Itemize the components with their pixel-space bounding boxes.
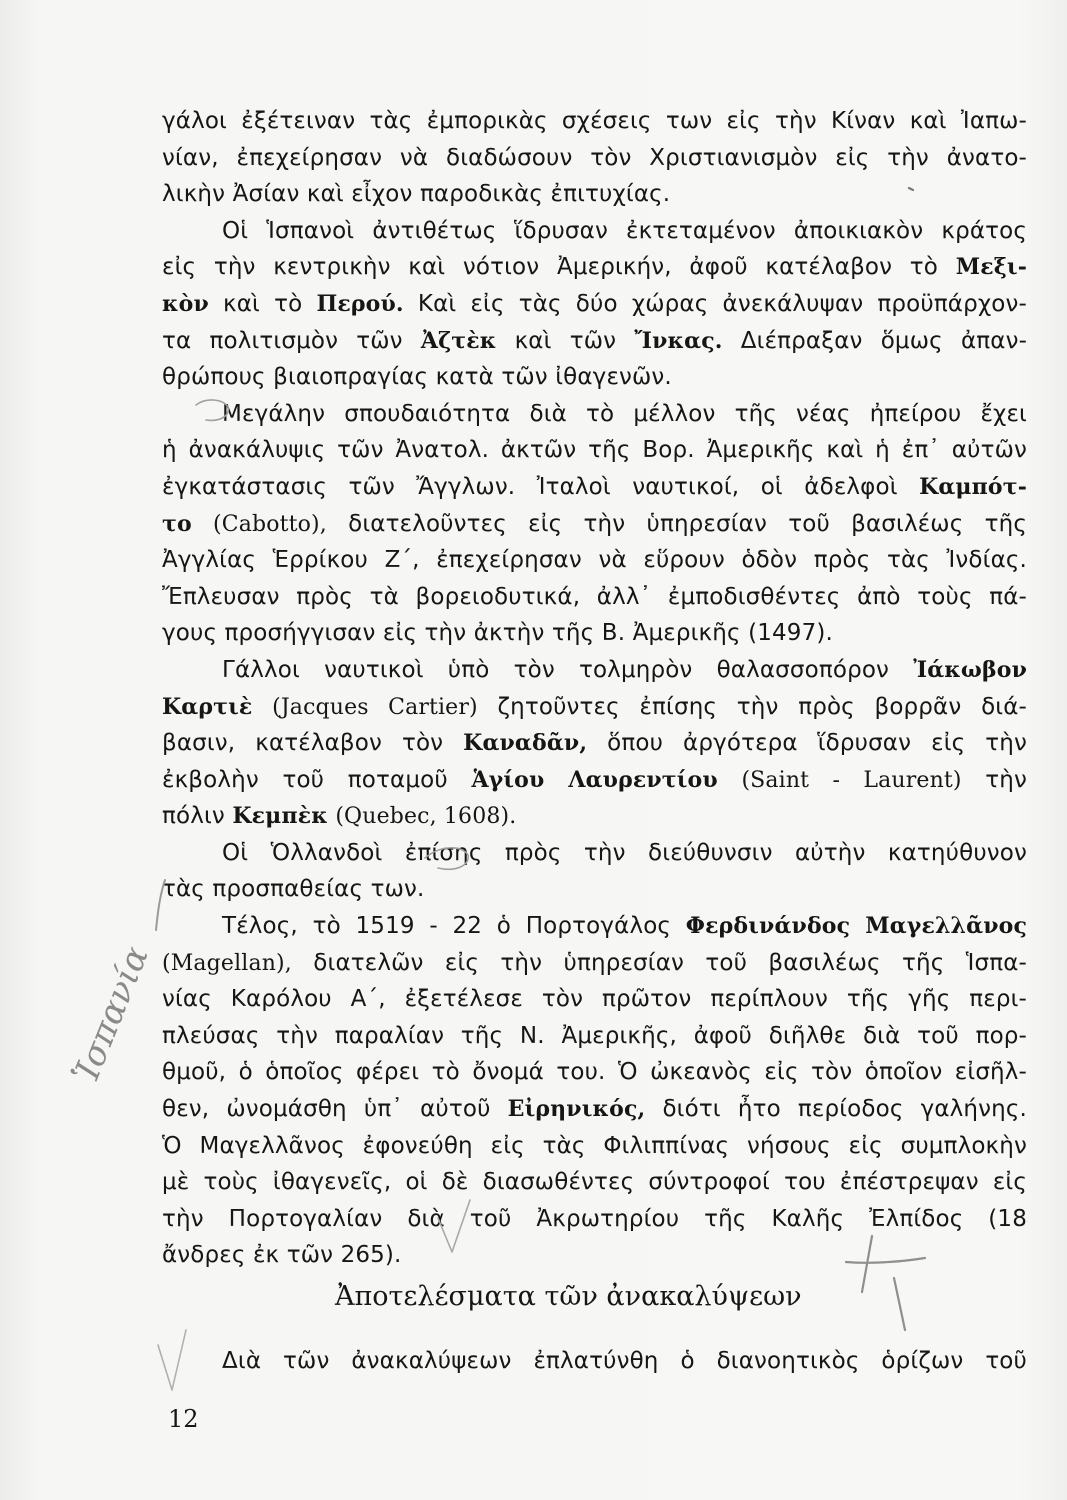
text-line: Ὁ Μαγελλᾶνος ἐφονεύθη εἰς τὰς Φιλιππίνας νήσους εἰς συμπλοκὴν [162,1132,1027,1159]
bold-term: το [162,510,192,537]
text-line: τα πολιτισμὸν τῶν Ἀζτὲκ καὶ τῶν Ἴνκας. Διέπραξαν ὅμως ἀπαν- [162,327,1028,354]
text-line: νίαν, ἐπεχείρησαν νὰ διαδώσουν τὸν Χριστιανισμὸν εἰς τὴν ἀνατο- [162,144,1027,171]
text-line: εἰς τὴν κεντρικὴν καὶ νότιον Ἀμερικήν, ἀφοῦ κατέλαβον τὸ Μεξι- [162,254,1027,281]
bold-term: Ἰάκωβον [913,656,1028,683]
body-text [162,103,1027,1274]
text-line: θεν, ὠνομάσθη ὑπ᾿ αὐτοῦ Εἰρηνικός, διότι ἦτο περίοδος γαλήνης. [162,1096,1027,1123]
bold-term: κὸν [162,290,209,317]
text-line: πλεύσας τὴν παραλίαν τῆς Ν. Ἀμερικῆς, ἀφοῦ διῆλθε διὰ τοῦ πορ- [162,1022,1027,1049]
text-line: ἄνδρες ἐκ τῶν 265). [162,1242,402,1269]
page-number: 12 [168,1405,199,1433]
text-line: Γάλλοι ναυτικοὶ ὑπὸ τὸν τολμηρὸν θαλασσοπόρον Ἰάκωβον [222,656,1028,683]
text-line: τὰς προσπαθείας των. [162,876,425,903]
text-line: ἡ ἀνακάλυψις τῶν Ἀνατολ. ἀκτῶν τῆς Βορ. Ἀμερικῆς καὶ ἡ ἐπ᾿ αὐτῶν [162,437,1027,464]
margin-note-handwriting: Ἱσπανία [66,940,157,1089]
text-line: λικὴν Ἀσίαν καὶ εἶχον παροδικὰς ἐπιτυχίας. [162,181,671,208]
text-line: ἐκβολὴν τοῦ ποταμοῦ Ἁγίου Λαυρεντίου (Saint - Laurent) τὴν [162,766,1028,793]
text-line: (Magellan), διατελῶν εἰς τὴν ὑπηρεσίαν τοῦ βασιλέως τῆς Ἱσπα- [162,949,1027,976]
text-line: Οἱ Ὁλλανδοὶ ἐπίσης πρὸς τὴν διεύθυνσιν αὐτὴν κατηύθυνον [222,839,1027,866]
bold-term: Περού. [316,290,404,317]
text-line: βασιν, κατέλαβον τὸν Καναδᾶν, ὅπου ἀργότερα ἵδρυσαν εἰς τὴν [162,730,1027,757]
text-line: το (Cabotto), διατελοῦντες εἰς τὴν ὑπηρεσίαν τοῦ βασιλέως τῆς [162,510,1027,537]
bold-term: Κεμπὲκ [232,803,328,830]
bold-term: Καμπότ- [919,473,1027,500]
bold-term: Καρτιὲ [162,693,253,720]
bold-term: Καναδᾶν, [463,730,588,757]
text-line: Μεγάλην σπουδαιότητα διὰ τὸ μέλλον τῆς νέας ἠπείρου ἔχει [222,400,1027,427]
text-line: Ἔπλευσαν πρὸς τὰ βορειοδυτικά, ἀλλ᾿ ἐμποδισθέντες ἀπὸ τοὺς πά- [162,583,1027,610]
body-text-continued [162,1343,1027,1380]
text-line: γάλοι ἐξέτειναν τὰς ἐμπορικὰς σχέσεις των εἰς τὴν Κίναν καὶ Ἰαπω- [162,108,1027,134]
text-line: κὸν καὶ τὸ Περού. Καὶ εἰς τὰς δύο χώρας ἀνεκάλυψαν προϋπάρχον- [162,290,1027,317]
text-line: Οἱ Ἱσπανοὶ ἀντιθέτως ἵδρυσαν ἐκτεταμένον ἀποικιακὸν κράτος [222,217,1027,244]
text-line: Καρτιὲ (Jacques Cartier) ζητοῦντες ἐπίσης τὴν πρὸς βορρᾶν διά- [162,693,1027,720]
bold-term: Μεξι- [955,254,1027,281]
text-line: μὲ τοὺς ἰθαγενεῖς, οἱ δὲ διασωθέντες σύντροφοί του ἐπέστρεψαν εἰς [162,1169,1027,1196]
text-line: νίας Καρόλου Α΄, ἐξετέλεσε τὸν πρῶτον περίπλουν τῆς γῆς περι- [162,986,1027,1013]
bold-term: Ἁγίου Λαυρεντίου [471,766,718,793]
text-line: ἐγκατάστασις τῶν Ἄγγλων. Ἰταλοὶ ναυτικοί, οἱ ἀδελφοὶ Καμπότ- [162,473,1027,500]
text-line: τὴν Πορτογαλίαν διὰ τοῦ Ἀκρωτηρίου τῆς Καλῆς Ἐλπίδος (18 [162,1205,1027,1232]
bold-term: Εἰρηνικός, [507,1096,646,1123]
text-line: Διὰ τῶν ἀνακαλύψεων ἐπλατύνθη ὁ διανοητικὸς ὁρίζων τοῦ [222,1348,1027,1374]
text-line: θρώπους βιαιοπραγίας κατὰ τῶν ἰθαγενῶν. [162,364,672,391]
bold-term: Ἴνκας. [634,327,723,354]
bold-term: Φερδινάνδος Μαγελλᾶνος [685,913,1027,940]
section-heading: Ἀποτελέσματα τῶν ἀνακαλύψεων [335,1281,802,1312]
bold-term: Ἀζτὲκ [420,327,497,354]
text-line: Ἀγγλίας Ἑρρίκου Ζ΄, ἐπεχείρησαν νὰ εὕρουν ὁδὸν πρὸς τὰς Ἰνδίας. [162,547,1027,574]
text-line: θμοῦ, ὁ ὁποῖος φέρει τὸ ὄνομά του. Ὁ ὠκεανὸς εἰς τὸν ὁποῖον εἰσῆλ- [162,1059,1027,1086]
text-line: πόλιν Κεμπὲκ (Quebec, 1608). [162,803,517,830]
text-line: Τέλος, τὸ 1519 - 22 ὁ Πορτογάλος Φερδινάνδος Μαγελλᾶνος [222,913,1027,940]
text-line: γους προσήγγισαν εἰς τὴν ἀκτὴν τῆς Β. Ἀμερικῆς (1497). [162,620,833,647]
